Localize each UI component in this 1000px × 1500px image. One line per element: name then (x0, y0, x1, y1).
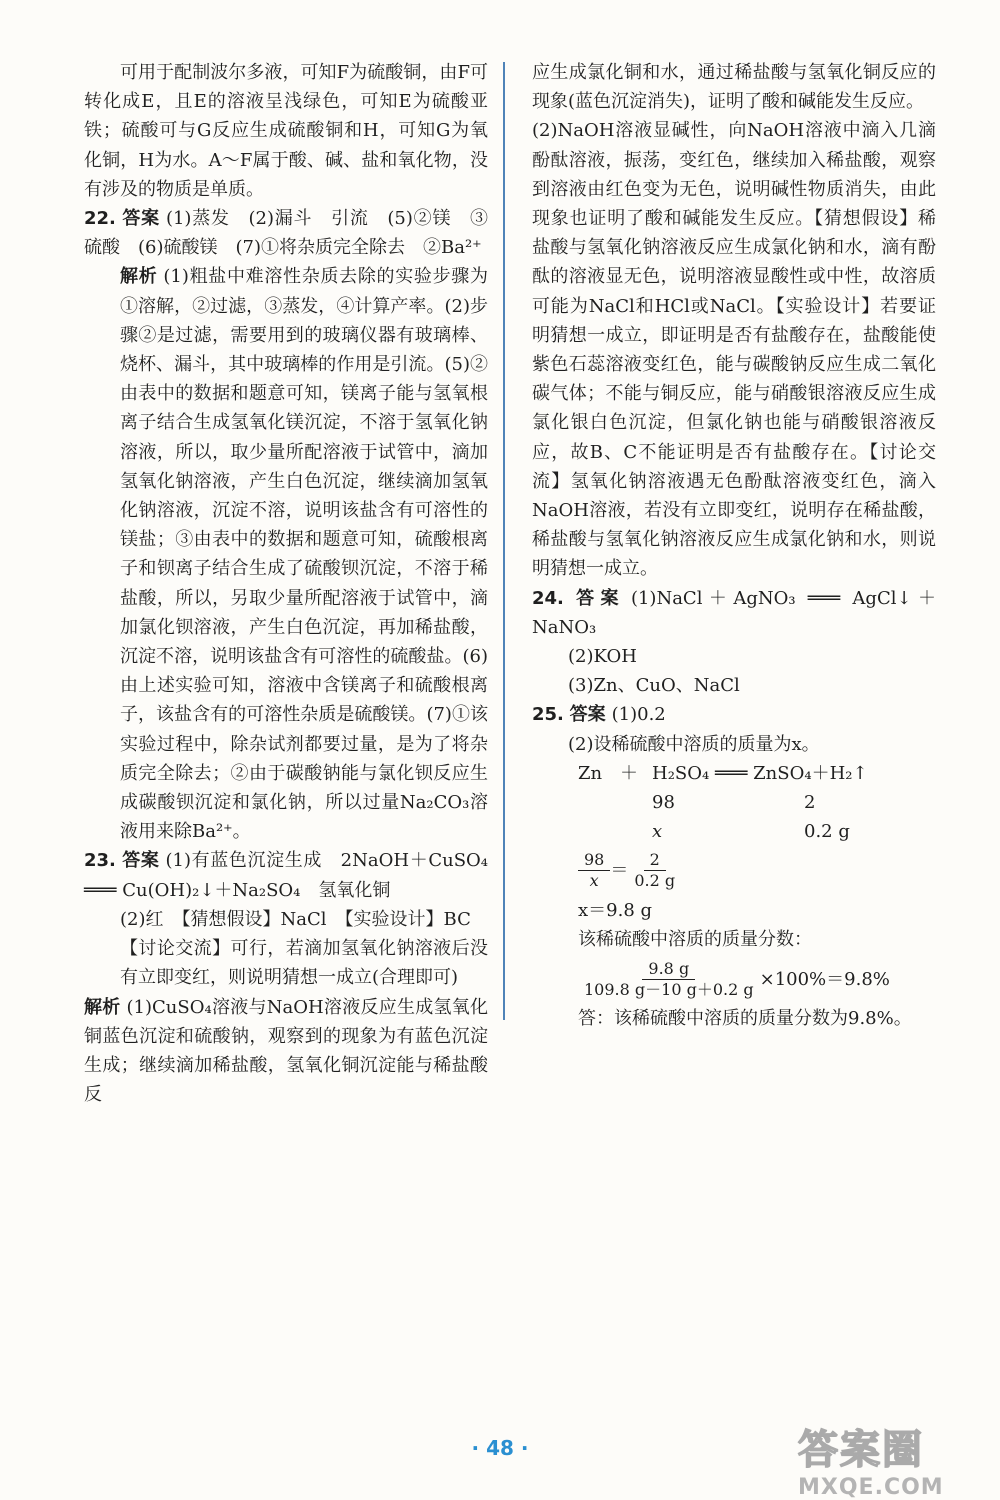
watermark (798, 1418, 978, 1500)
q25-conclusion: 答：该稀硫酸中溶质的质量分数为9.8%。 (578, 1008, 912, 1030)
q23-analysis-continued-1: 应生成氯化铜和水，通过稀盐酸与氢氧化铜反应的现象(蓝色沉淀消失)，证明了酸和碱能发生反应。 (532, 62, 936, 113)
q25-chemical-equation (532, 759, 936, 788)
mass-2: 2 (804, 791, 816, 813)
watermark-logo: 答案圈 (798, 1427, 924, 1473)
q25-answer-1: (1)0.2 (611, 704, 666, 726)
q22-answer-tag: 答案 (122, 208, 160, 230)
watermark-url: MXQE.COM (798, 1475, 944, 1500)
page-number: · 48 · (471, 1436, 529, 1460)
question-22 (84, 204, 488, 846)
left-column (84, 58, 488, 1109)
q25-answer-2: (2)设稀硫酸中溶质的质量为x。 (568, 733, 820, 755)
q24-answer-tag: 答案 (576, 587, 625, 609)
ratio-right (628, 850, 681, 891)
q22-answer-text: (1)蒸发 (2)漏斗 引流 (5)②镁 ③硫酸 (6)硫酸镁 (7)①将杂质完全除去 ②Ba²⁺ (84, 208, 488, 259)
q23-answer-text-3: 【讨论交流】可行，若滴加氢氧化钠溶液后没有立即变红，则说明猜想一成立(合理即可) (120, 938, 488, 989)
mass-0-2g: 0.2 g (804, 820, 850, 842)
ratio-right-num: 2 (644, 850, 666, 871)
q24-answer-2: (2)KOH (568, 646, 637, 668)
eq-plus: ＋ (620, 762, 638, 784)
q24-answer-1: (1)NaCl＋AgNO₃ ═══ AgCl↓＋NaNO₃ (532, 587, 936, 638)
eq-zn: Zn (578, 762, 603, 784)
q22-analysis-tag: 解析 (120, 266, 158, 288)
q24-number: 24. (532, 587, 564, 609)
q25-number: 25. (532, 704, 564, 726)
question-23 (84, 846, 488, 1109)
q21-analysis-continued: 可用于配制波尔多液，可知F为硫酸铜，由F可转化成E，且E的溶液呈浅绿色，可知E为硫酸亚铁；硫酸可与G反应生成硫酸铜和H，可知G为氧化铜，H为水。A～F属于酸、碱、盐和氧化物，没有涉及的物质是单质。 (84, 62, 488, 200)
q25-mass-row-2 (532, 817, 936, 846)
q23-analysis-text: (1)CuSO₄溶液与NaOH溶液反应生成氢氧化铜蓝色沉淀和硫酸钠，观察到的现象为有蓝色沉淀生成；继续滴加稀盐酸，氢氧化铜沉淀能与稀盐酸反 (84, 996, 489, 1106)
q23-answer-text-1: (1)有蓝色沉淀生成 2NaOH＋CuSO₄ ═══ Cu(OH)₂↓＋Na₂SO₄ 氢氧化铜 (84, 850, 488, 901)
q23-analysis-tag: 解析 (84, 996, 121, 1018)
q25-fraction-title: 该稀硫酸中溶质的质量分数： (578, 929, 812, 951)
mass-98: 98 (652, 791, 675, 813)
q25-answer (532, 700, 936, 729)
q22-analysis-text: (1)粗盐中难溶性杂质去除的实验步骤为①溶解，②过滤，③蒸发，④计算产率。(2)步骤②是过滤，需要用到的玻璃仪器有玻璃棒、烧杯、漏斗，其中玻璃棒的作用是引流。(5)②由表中的数据和题意可知，镁离子能与氢氧根离子结合生成氢氧化镁沉淀，不溶于氢氧化钠溶液，所以，取少量所配溶液于试管中，滴加氢氧化钠溶液，产生白色沉淀，继续滴加氢氧化钠溶液，沉淀不溶，说明该盐含有可溶性的镁盐；③由表中的数据和题意可知，硫酸根离子和钡离子结合生成了硫酸钡沉淀，不溶于稀盐酸，所以，另取少量所配溶液于试管中，滴加氯化钡溶液，产生白色沉淀，再加稀盐酸，沉淀不溶，说明该盐含有可溶性的硫酸盐。(6)由上述实验可知，溶液中含镁离子和硫酸根离子，该盐含有的可溶性杂质是硫酸镁。(7)①该实验过程中，除杂试剂都要过量，是为了将杂质完全除去；②由于碳酸钠能与氯化钡反应生成碳酸钡沉淀和氯化钠，所以过量Na₂CO₃溶液用来除Ba²⁺。 (120, 266, 488, 843)
right-column (532, 58, 936, 1033)
ratio-left-num: 98 (578, 850, 610, 871)
ratio-left-den: x (589, 871, 599, 891)
ratio-left (578, 850, 610, 891)
q23-number: 23. (84, 850, 116, 872)
q23-answer-text-2: (2)红 【猜想假设】NaCl 【实验设计】BC (120, 908, 471, 930)
q24-answer (532, 584, 936, 642)
q22-number: 22. (84, 208, 116, 230)
q24-answer-3: (3)Zn、CuO、NaCl (568, 675, 740, 697)
q22-analysis (84, 262, 488, 846)
q25-ratio (532, 846, 936, 896)
q23-analysis-continued-2: (2)NaOH溶液显碱性，向NaOH溶液中滴入几滴酚酞溶液，振荡，变红色，继续加入稀盐酸，观察到溶液由红色变为无色，说明碱性物质消失，由此现象也证明了酸和碱能发生反应。【猜想假设】稀盐酸与氢氧化钠溶液反应生成氯化钠和水，滴有酚酞的溶液显无色，说明溶液显酸性或中性，故溶质可能为NaCl和HCl或NaCl。【实验设计】若要证明猜想一成立，即证明是否有盐酸存在，盐酸能使紫色石蕊溶液变红色，能与碳酸钠反应生成二氧化碳气体；不能与铜反应，能与硝酸银溶液反应生成氯化银白色沉淀，但氯化钠也能与硝酸银溶液反应，故B、C不能证明是否有盐酸存在。【讨论交流】氢氧化钠溶液遇无色酚酞溶液变红色，滴入NaOH溶液，若没有立即变红，说明存在稀盐酸，稀盐酸与氢氧化钠溶液反应生成氯化钠和水，则说明猜想一成立。 (532, 120, 936, 580)
eq-rest: H₂SO₄ ═══ ZnSO₄＋H₂↑ (652, 762, 868, 784)
question-25 (532, 700, 936, 1033)
q22-answer (84, 204, 488, 262)
ratio-equals: ＝ (610, 860, 629, 882)
q25-result: x＝9.8 g (578, 899, 653, 921)
q25-answer-tag: 答案 (569, 704, 606, 726)
mass-fraction-tail: ×100%＝9.8% (759, 968, 890, 990)
mass-fraction-num: 9.8 g (642, 959, 695, 980)
q25-mass-fraction (532, 954, 936, 1004)
ratio-right-den: 0.2 g (634, 871, 676, 891)
q25-mass-row-1 (532, 788, 936, 817)
mass-fraction-den: 109.8 g－10 g＋0.2 g (584, 979, 754, 999)
mass-x: x (652, 820, 663, 842)
mass-fraction (578, 959, 760, 1000)
q23-answer (84, 846, 488, 904)
q23-answer-tag: 答案 (122, 850, 160, 872)
question-24 (532, 584, 936, 701)
column-divider (503, 62, 505, 1020)
q23-analysis (84, 993, 488, 1110)
